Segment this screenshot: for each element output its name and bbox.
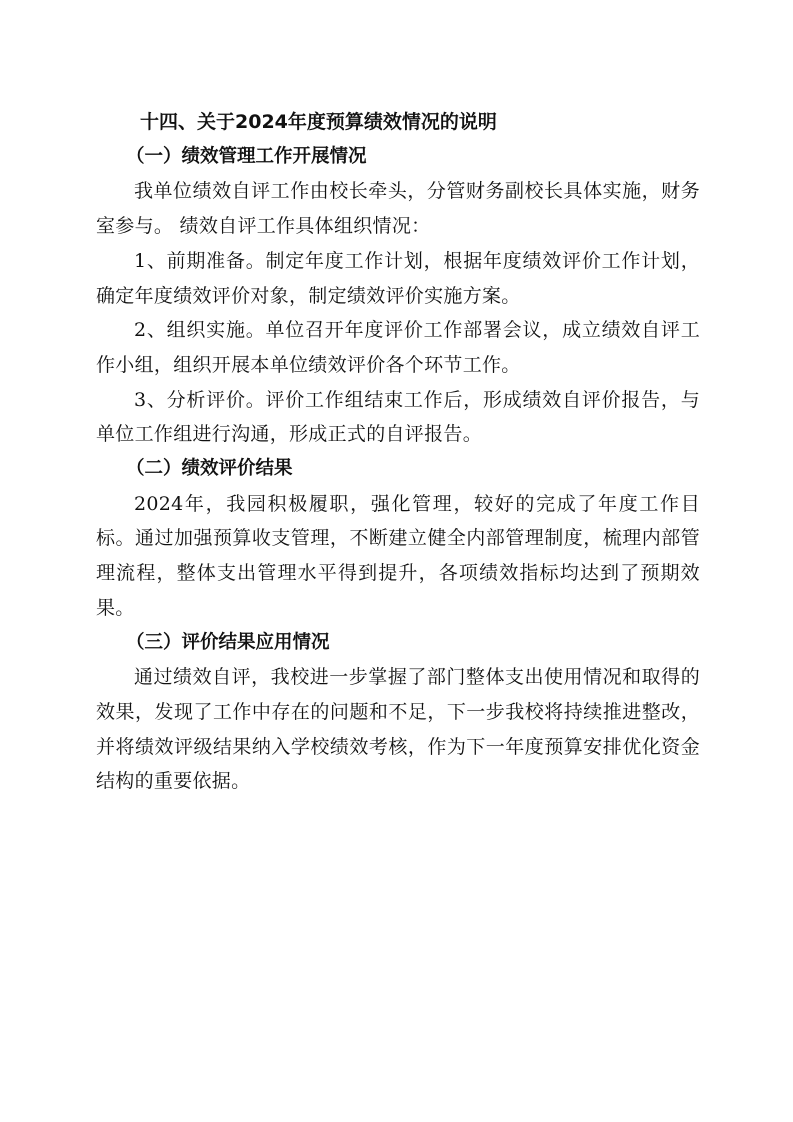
document-body xyxy=(96,105,700,799)
paragraph-implementation: 2、组织实施。单位召开年度评价工作部署会议，成立绩效自评工作小组，组织开展本单位绩效评价各个环节工作。 xyxy=(96,319,700,376)
paragraph-results: 2024年，我园积极履职，强化管理，较好的完成了年度工作目标。通过加强预算收支管理，不断建立健全内部管理制度，梳理内部管理流程，整体支出管理水平得到提升，各项绩效指标均达到了预期效果。 xyxy=(96,492,700,619)
section-title: 十四、关于2024年度预算绩效情况的说明 xyxy=(140,111,497,133)
paragraph-preparation: 1、前期准备。制定年度工作计划，根据年度绩效评价工作计划，确定年度绩效评价对象，制定绩效评价实施方案。 xyxy=(96,249,700,307)
paragraph-analysis: 3、分析评价。评价工作组结束工作后，形成绩效自评价报告，与单位工作组进行沟通，形成正式的自评报告。 xyxy=(96,388,700,446)
subheading-evaluation-results: （二）绩效评价结果 xyxy=(126,458,293,480)
paragraph-application: 通过绩效自评，我校进一步掌握了部门整体支出使用情况和取得的效果，发现了工作中存在的问题和不足，下一步我校将持续推进整改，并将绩效评级结果纳入学校绩效考核，作为下一年度预算安排优化资金结构的重要依据。 xyxy=(96,666,700,793)
subheading-results-application: （三）评价结果应用情况 xyxy=(126,631,330,653)
subheading-performance-management: （一）绩效管理工作开展情况 xyxy=(126,145,367,167)
paragraph-self-evaluation-overview: 我单位绩效自评工作由校长牵头，分管财务副校长具体实施，财务室参与。 绩效自评工作具体组织情况： xyxy=(96,180,700,238)
